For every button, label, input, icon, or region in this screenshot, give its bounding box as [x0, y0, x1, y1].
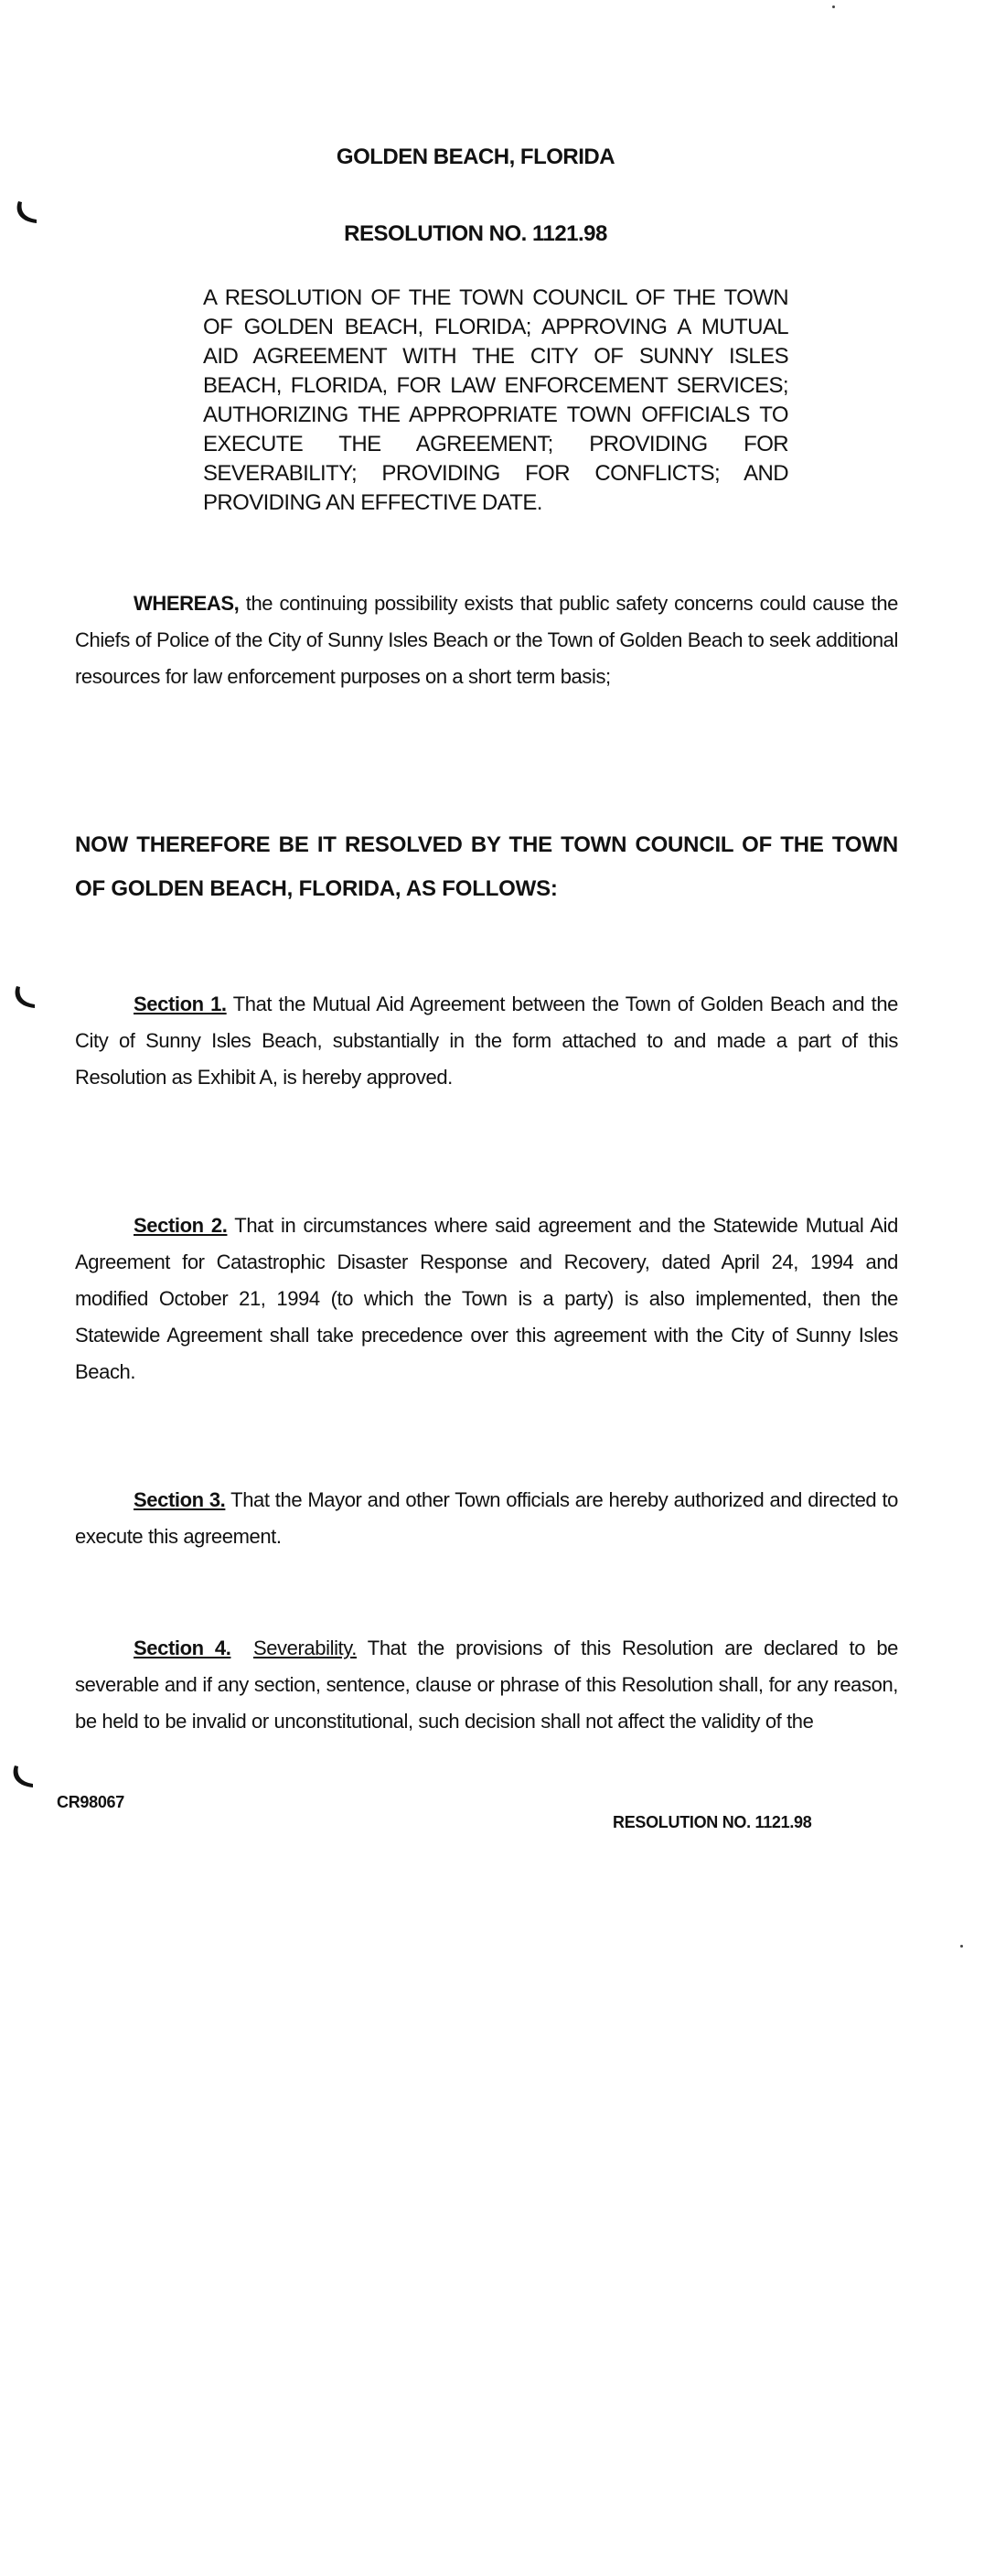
whereas-lead: WHEREAS, [134, 592, 240, 615]
section-4-text: That the provisions of this Resolution are declared to be severable and if any section, sentence, clause or phrase of this Resolution shall, for any reason, be held to be invalid or unconstitutional, such decision shall not affect the validity of the [75, 1637, 898, 1733]
scan-speck [832, 5, 835, 8]
scan-speck [960, 1945, 963, 1948]
whereas-text: the continuing possibility exists that public safety concerns could cause the Chiefs of Police of the City of Sunny Isles Beach or the Town of Golden Beach to seek additional resources for law enforcement purposes on a short term basis; [75, 592, 898, 688]
section-4-paragraph [75, 1630, 898, 1740]
section-1-label: Section 1. [134, 993, 227, 1015]
section-2-paragraph [75, 1208, 898, 1390]
resolved-clause: NOW THEREFORE BE IT RESOLVED BY THE TOWN COUNCIL OF THE TOWN OF GOLDEN BEACH, FLORIDA, AS FOLLOWS: [75, 832, 898, 901]
document-town-heading: GOLDEN BEACH, FLORIDA [336, 145, 615, 169]
section-4-label: Section 4. [134, 1637, 231, 1659]
section-3-label: Section 3. [134, 1488, 226, 1511]
section-3-paragraph [75, 1482, 898, 1555]
section-3-text: That the Mayor and other Town officials are hereby authorized and directed to execute this agreement. [75, 1488, 898, 1548]
section-2-label: Section 2. [134, 1214, 228, 1237]
footer-document-code: CR98067 [57, 1793, 124, 1811]
footer-resolution-number: RESOLUTION NO. 1121.98 [613, 1813, 812, 1831]
hole-punch-mark-icon [11, 984, 38, 1012]
section-4-sublabel: Severability. [252, 1637, 357, 1659]
section-1-paragraph [75, 986, 898, 1096]
whereas-paragraph [75, 585, 898, 695]
resolution-number-heading: RESOLUTION NO. 1121.98 [344, 221, 607, 246]
section-1-text: That the Mutual Aid Agreement between the Town of Golden Beach and the City of Sunny Isles Beach, substantially in the form attached to and made a part of this Resolution as Exhibit A, is hereby approved. [75, 993, 899, 1089]
resolution-title-block: A RESOLUTION OF THE TOWN COUNCIL OF THE TOWN OF GOLDEN BEACH, FLORIDA; APPROVING A MUTUAL AID AGREEMENT WITH THE CITY OF SUNNY ISLES BEACH, FLORIDA, FOR LAW ENFORCEMENT SERVICES; AUTHORIZING THE APPROPRIATE TOWN OFFICIALS TO EXECUTE THE AGREEMENT; PROVIDING FOR SEVERABILITY; PROVIDING FOR CONFLICTS; AND PROVIDING AN EFFECTIVE DATE. [203, 285, 788, 515]
section-2-text: That in circumstances where said agreement and the Statewide Mutual Aid Agreement for Catastrophic Disaster Response and Recovery, dated April 24, 1994 and modified October 21, 1994 (to which the Town is a party) is also implemented, then the Statewide Agreement shall take precedence over this agreement with the City of Sunny Isles Beach. [75, 1214, 898, 1383]
hole-punch-mark-icon [9, 1764, 37, 1791]
